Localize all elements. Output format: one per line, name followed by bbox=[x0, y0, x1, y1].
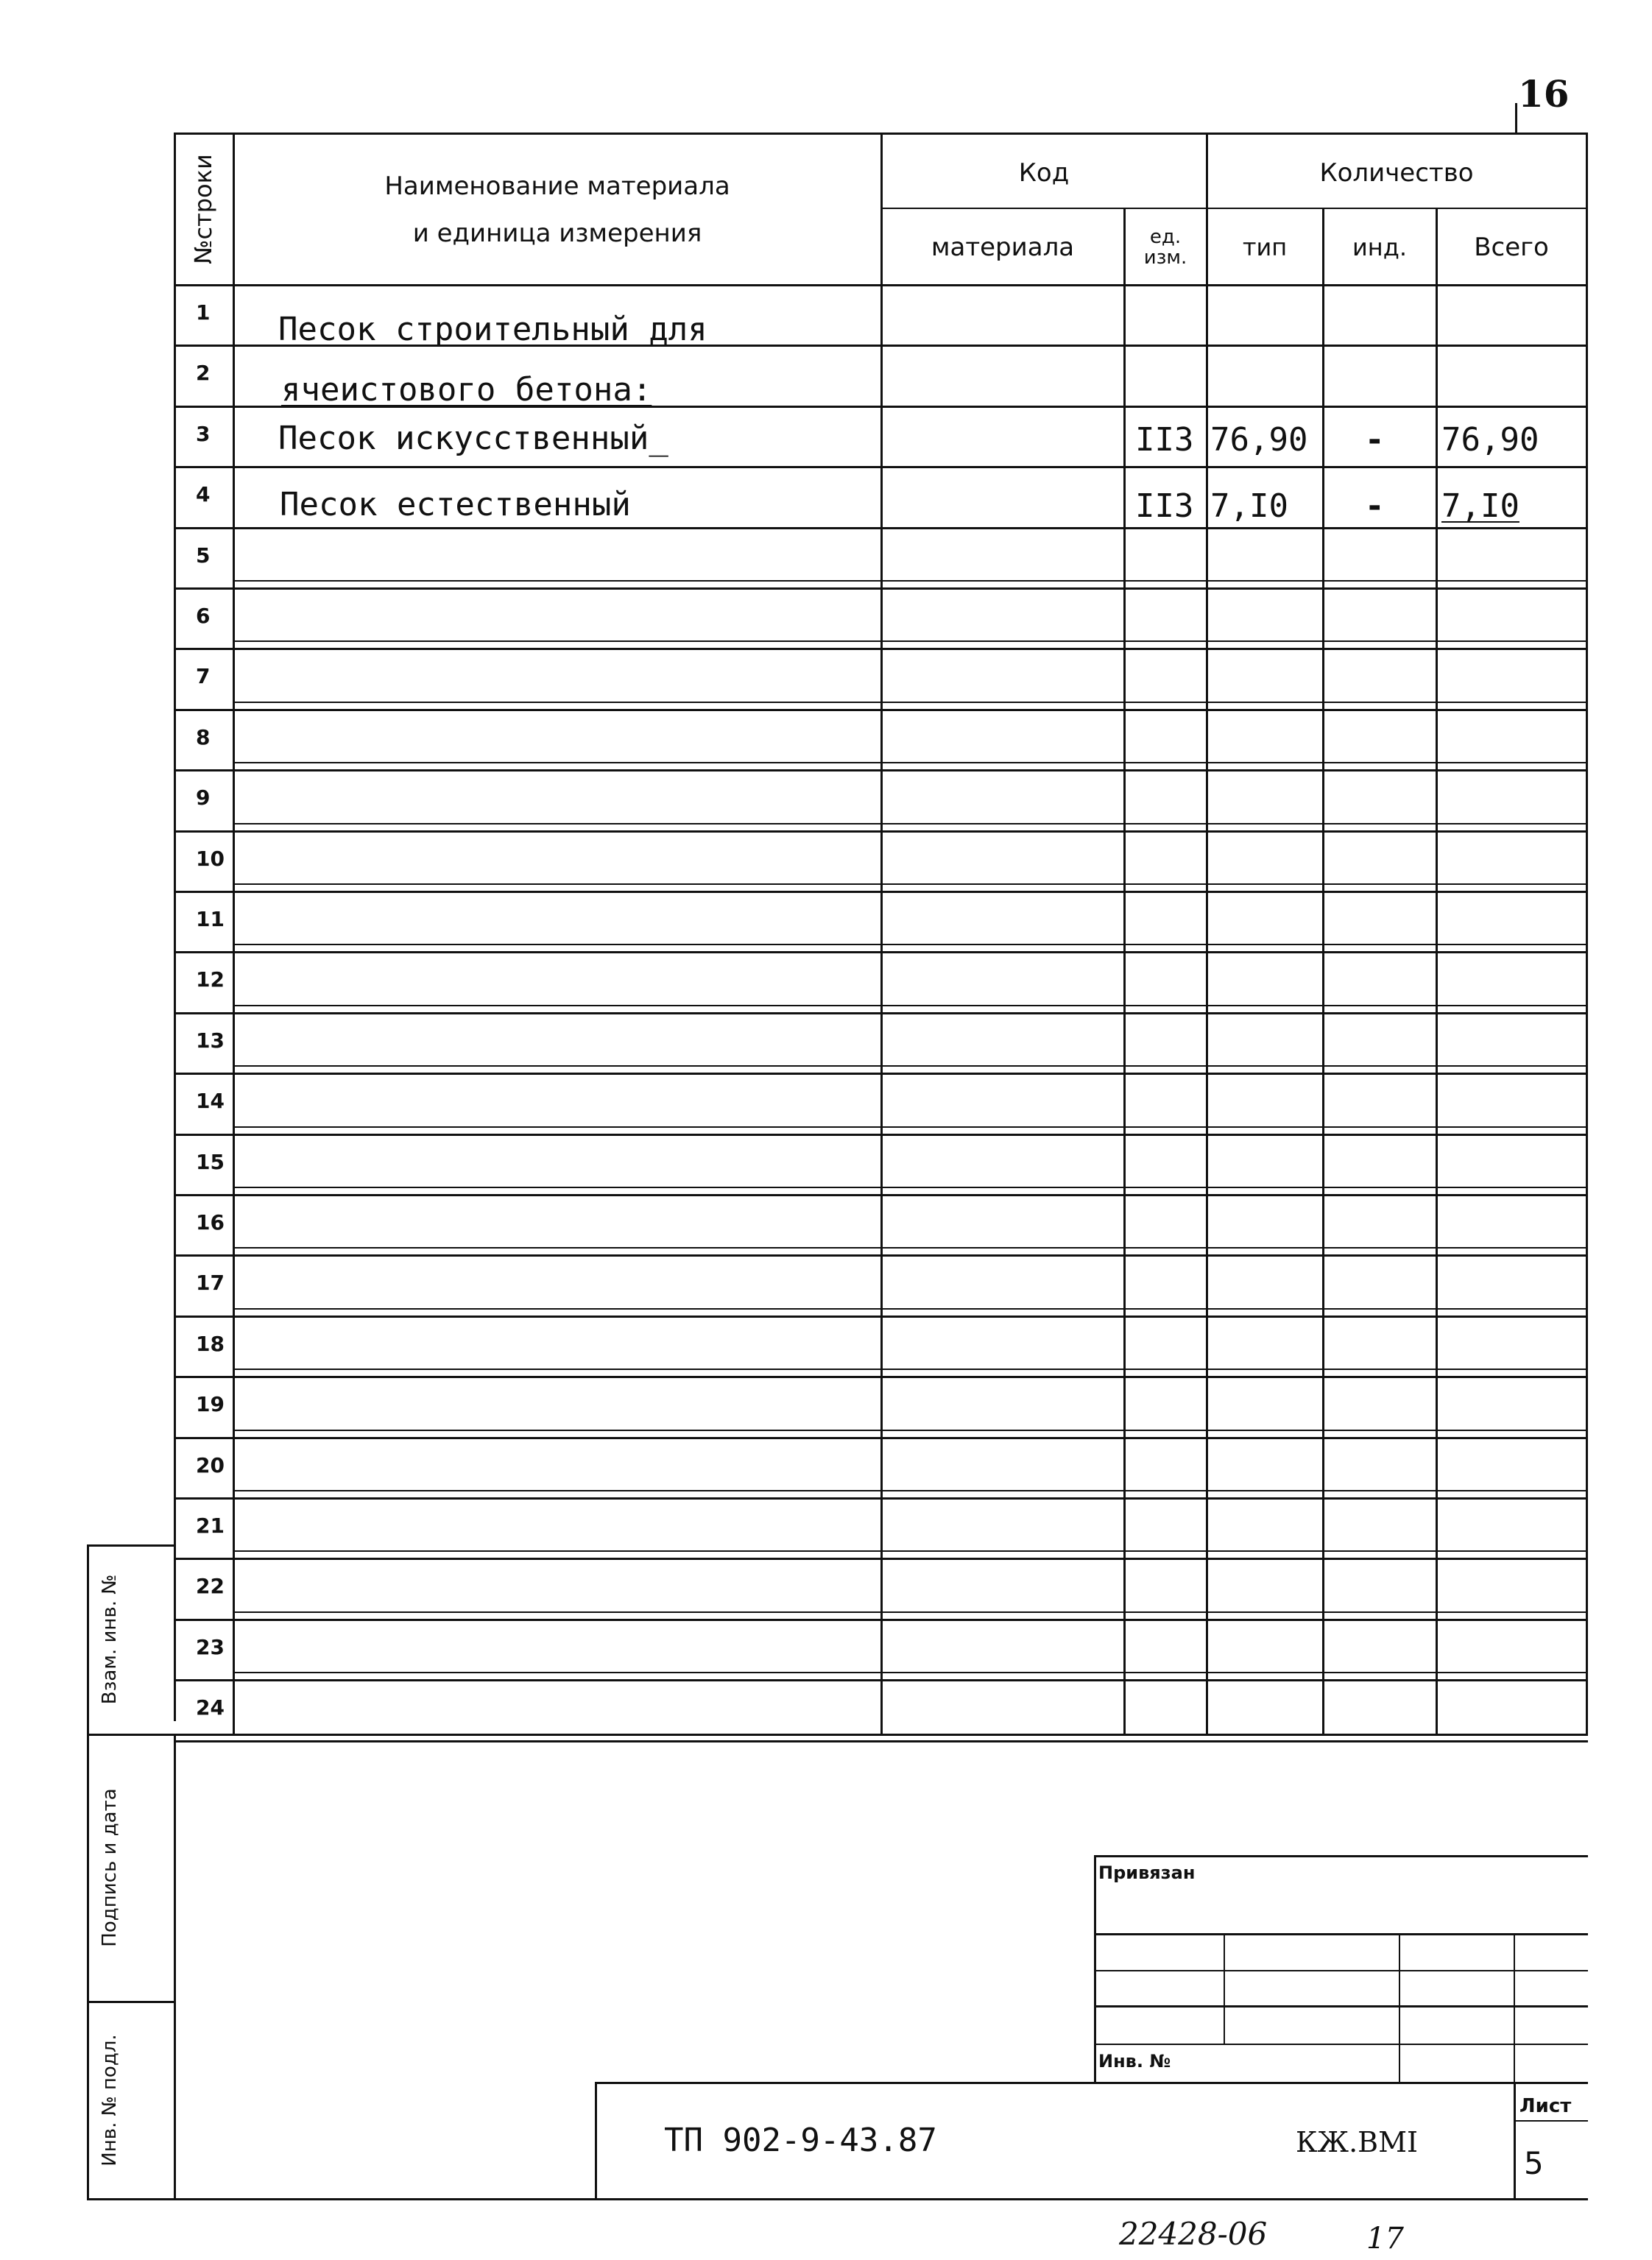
row-divider bbox=[174, 1497, 1588, 1500]
row-divider bbox=[174, 527, 1588, 529]
header-qty-type: тип bbox=[1242, 233, 1288, 261]
header-row-number: №строки bbox=[189, 154, 217, 264]
row-number: 7 bbox=[196, 664, 211, 688]
row-divider-inner bbox=[233, 1430, 1588, 1431]
row-divider-inner bbox=[233, 1187, 1588, 1188]
header-material-name: Наименование материала bbox=[384, 172, 730, 201]
row-divider-inner bbox=[233, 1369, 1588, 1370]
row-divider bbox=[174, 830, 1588, 833]
row-divider bbox=[174, 951, 1588, 953]
row-number: 20 bbox=[196, 1453, 225, 1477]
row-4-name: Песок естественный bbox=[280, 486, 631, 523]
row-number: 16 bbox=[196, 1210, 225, 1235]
row-divider-inner bbox=[233, 1550, 1588, 1552]
row-divider bbox=[174, 587, 1588, 590]
row-number: 12 bbox=[196, 967, 225, 992]
row-2-name: ячеистового бетона: bbox=[281, 371, 652, 409]
row-divider-inner bbox=[233, 580, 1588, 582]
row-number: 10 bbox=[196, 847, 225, 871]
row-3-unit: II3 bbox=[1135, 421, 1194, 459]
document-code: ТП 902-9-43.87 bbox=[664, 2122, 937, 2159]
row-divider-inner bbox=[233, 823, 1588, 824]
row-divider-inner bbox=[233, 1247, 1588, 1249]
row-divider-inner bbox=[233, 1672, 1588, 1673]
row-divider-inner bbox=[233, 1308, 1588, 1310]
row-divider bbox=[174, 1558, 1588, 1560]
row-divider bbox=[174, 1012, 1588, 1014]
header-unit-of-measure: и единица измерения bbox=[412, 219, 702, 248]
row-divider bbox=[174, 1437, 1588, 1439]
row-number: 6 bbox=[196, 604, 211, 628]
row-divider bbox=[174, 1194, 1588, 1196]
stamp-inv-podl: Инв. № подл. bbox=[99, 2034, 121, 2167]
row-divider bbox=[174, 1619, 1588, 1621]
header-code-unit: ед. изм. bbox=[1143, 226, 1187, 269]
row-number: 23 bbox=[196, 1635, 225, 1659]
row-divider bbox=[174, 1740, 1588, 1742]
row-3-name: Песок искусственный_ bbox=[278, 420, 668, 457]
row-number: 14 bbox=[196, 1089, 225, 1113]
row-divider-inner bbox=[233, 1005, 1588, 1006]
row-divider bbox=[174, 891, 1588, 893]
row-divider-inner bbox=[233, 1490, 1588, 1491]
row-number: 5 bbox=[196, 543, 211, 568]
row-number: 22 bbox=[196, 1574, 225, 1598]
stamp-inv-zam: Взам. инв. № bbox=[99, 1574, 121, 1705]
row-divider bbox=[174, 648, 1588, 650]
row-4-ind: - bbox=[1365, 487, 1385, 525]
row-divider bbox=[174, 1254, 1588, 1257]
row-number: 15 bbox=[196, 1150, 225, 1174]
row-divider bbox=[174, 1073, 1588, 1075]
row-divider bbox=[174, 1376, 1588, 1378]
row-number: 3 bbox=[196, 422, 211, 446]
row-divider-inner bbox=[233, 640, 1588, 642]
row-divider-inner bbox=[233, 762, 1588, 763]
page-number-tick bbox=[1515, 103, 1517, 133]
row-divider-inner bbox=[233, 883, 1588, 885]
row-3-total: 76,90 bbox=[1441, 421, 1539, 459]
row-3-ind: - bbox=[1365, 421, 1385, 459]
row-number: 8 bbox=[196, 725, 211, 749]
row-divider bbox=[174, 466, 1588, 468]
header-qty-total: Всего bbox=[1474, 233, 1549, 262]
header-code-group: Код bbox=[1018, 158, 1070, 188]
row-number: 17 bbox=[196, 1271, 225, 1295]
row-divider-inner bbox=[233, 1065, 1588, 1067]
row-divider bbox=[174, 709, 1588, 711]
row-number: 18 bbox=[196, 1332, 225, 1356]
row-number: 9 bbox=[196, 785, 211, 810]
stamp-signature-date: Подпись и дата bbox=[99, 1788, 121, 1947]
row-divider bbox=[174, 769, 1588, 771]
row-number: 21 bbox=[196, 1514, 225, 1538]
header-code-material: материала bbox=[931, 233, 1075, 262]
row-number: 2 bbox=[196, 361, 211, 385]
row-number: 19 bbox=[196, 1392, 225, 1416]
page-number: 16 bbox=[1518, 72, 1570, 116]
row-number: 1 bbox=[196, 300, 211, 325]
row-4-type: 7,I0 bbox=[1210, 487, 1288, 525]
row-divider bbox=[174, 1134, 1588, 1136]
row-number: 4 bbox=[196, 482, 211, 506]
row-divider-inner bbox=[233, 1126, 1588, 1128]
row-divider-inner bbox=[233, 944, 1588, 945]
header-qty-ind: инд. bbox=[1352, 233, 1407, 261]
row-divider bbox=[174, 1679, 1588, 1681]
row-divider bbox=[174, 1316, 1588, 1318]
row-number: 13 bbox=[196, 1028, 225, 1053]
row-number: 11 bbox=[196, 907, 225, 931]
row-4-unit: II3 bbox=[1135, 487, 1194, 525]
row-4-total: 7,I0 bbox=[1441, 487, 1519, 525]
row-number: 24 bbox=[196, 1695, 225, 1720]
row-1-name: Песок строительный для bbox=[278, 311, 707, 348]
document-mark: КЖ.ВМI bbox=[1296, 2126, 1419, 2158]
row-3-type: 76,90 bbox=[1210, 421, 1308, 459]
privyazan-label: Привязан bbox=[1098, 1862, 1196, 1883]
page-mark: 17 bbox=[1366, 2222, 1404, 2256]
sheet-label: Лист bbox=[1519, 2095, 1572, 2117]
archive-number: 22428-06 bbox=[1119, 2216, 1268, 2252]
header-quantity-group: Количество bbox=[1319, 158, 1474, 188]
sheet-number: 5 bbox=[1524, 2145, 1544, 2181]
row-divider-inner bbox=[233, 1611, 1588, 1613]
inv-no-label: Инв. № bbox=[1098, 2051, 1171, 2072]
row-divider-inner bbox=[233, 702, 1588, 703]
